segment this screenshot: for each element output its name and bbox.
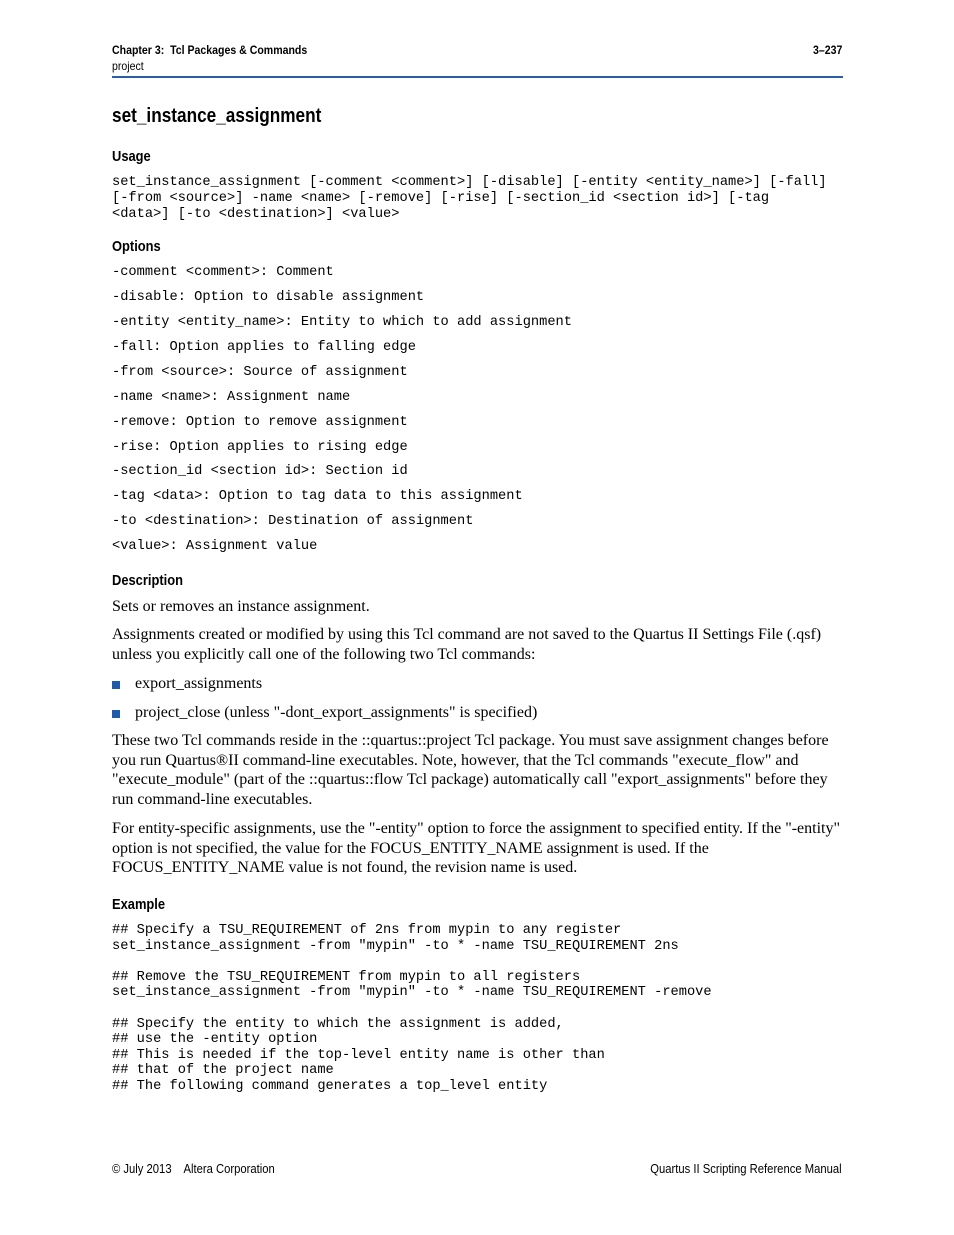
bullet-square-icon xyxy=(112,681,120,689)
footer-manual-title: Quartus II Scripting Reference Manual xyxy=(650,1162,842,1176)
description-heading: Description xyxy=(112,572,183,589)
option-item: -tag <data>: Option to tag data to this assignment xyxy=(112,489,523,504)
description-paragraph: These two Tcl commands reside in the ::quartus::project Tcl package. You must save assignment changes before you run Quartus®II command-line executables. Note, however, that the Tcl commands "execute_flow" and "execute_module" (part of the ::quartus::flow Tcl package) automatically call "export_assignments" before they run command-line executables. xyxy=(112,732,829,809)
option-item: -rise: Option applies to rising edge xyxy=(112,440,408,455)
usage-line: set_instance_assignment [-comment <comment>] [-disable] [-entity <entity_name>] [-fall] xyxy=(112,175,827,190)
option-item: -name <name>: Assignment name xyxy=(112,390,351,405)
description-paragraph: For entity-specific assignments, use the "-entity" option to force the assignment to specified entity. If the "-entity" option is not specified, the value for the FOCUS_ENTITY_NAME assignment is used. If the FOCUS_ENTITY_NAME value is not found, the revision name is used. xyxy=(112,820,841,877)
usage-line: [-from <source>] -name <name> [-remove] [-rise] [-section_id <section id>] [-tag xyxy=(112,191,770,206)
example-code-block: ## Specify a TSU_REQUIREMENT of 2ns from mypin to any register set_instance_assignment -from "mypin" -to * -name TSU_REQUIREMENT 2ns ## Remove the TSU_REQUIREMENT from mypin to all registers set_instance_assignment -from "mypin" -to * -name TSU_REQUIREMENT -remove ## Specify the entity to which the assignment is added, ## use the -entity option ## This is needed if the top-level entity name is other than ## that of the project name ## The following command generates a top_level entity xyxy=(112,923,712,1094)
option-item: -disable: Option to disable assignment xyxy=(112,290,425,305)
option-item: -section_id <section id>: Section id xyxy=(112,464,408,479)
example-heading: Example xyxy=(112,896,166,913)
running-header-chapter: Chapter 3: Tcl Packages & Commands xyxy=(112,43,308,57)
footer-copyright: © July 2013 Altera Corporation xyxy=(112,1162,275,1176)
usage-line: <data>] [-to <destination>] <value> xyxy=(112,207,400,222)
option-item: -comment <comment>: Comment xyxy=(112,265,334,280)
header-rule xyxy=(112,76,843,78)
page-number: 3–237 xyxy=(812,43,842,57)
bullet-item: export_assignments xyxy=(135,675,263,692)
running-header-section: project xyxy=(112,59,144,73)
bullet-square-icon xyxy=(112,710,120,718)
option-item: <value>: Assignment value xyxy=(112,539,318,554)
options-heading: Options xyxy=(112,238,161,255)
option-item: -remove: Option to remove assignment xyxy=(112,415,408,430)
option-item: -from <source>: Source of assignment xyxy=(112,365,408,380)
option-item: -to <destination>: Destination of assignment xyxy=(112,514,474,529)
usage-heading: Usage xyxy=(112,148,151,165)
option-item: -fall: Option applies to falling edge xyxy=(112,340,416,355)
command-title: set_instance_assignment xyxy=(112,105,322,127)
bullet-item: project_close (unless "-dont_export_assignments" is specified) xyxy=(135,704,538,721)
option-item: -entity <entity_name>: Entity to which to add assignment xyxy=(112,315,572,330)
description-paragraph: Assignments created or modified by using this Tcl command are not saved to the Quartus II Settings File (.qsf) unless you explicitly call one of the following two Tcl commands: xyxy=(112,626,822,663)
description-paragraph: Sets or removes an instance assignment. xyxy=(112,598,370,615)
